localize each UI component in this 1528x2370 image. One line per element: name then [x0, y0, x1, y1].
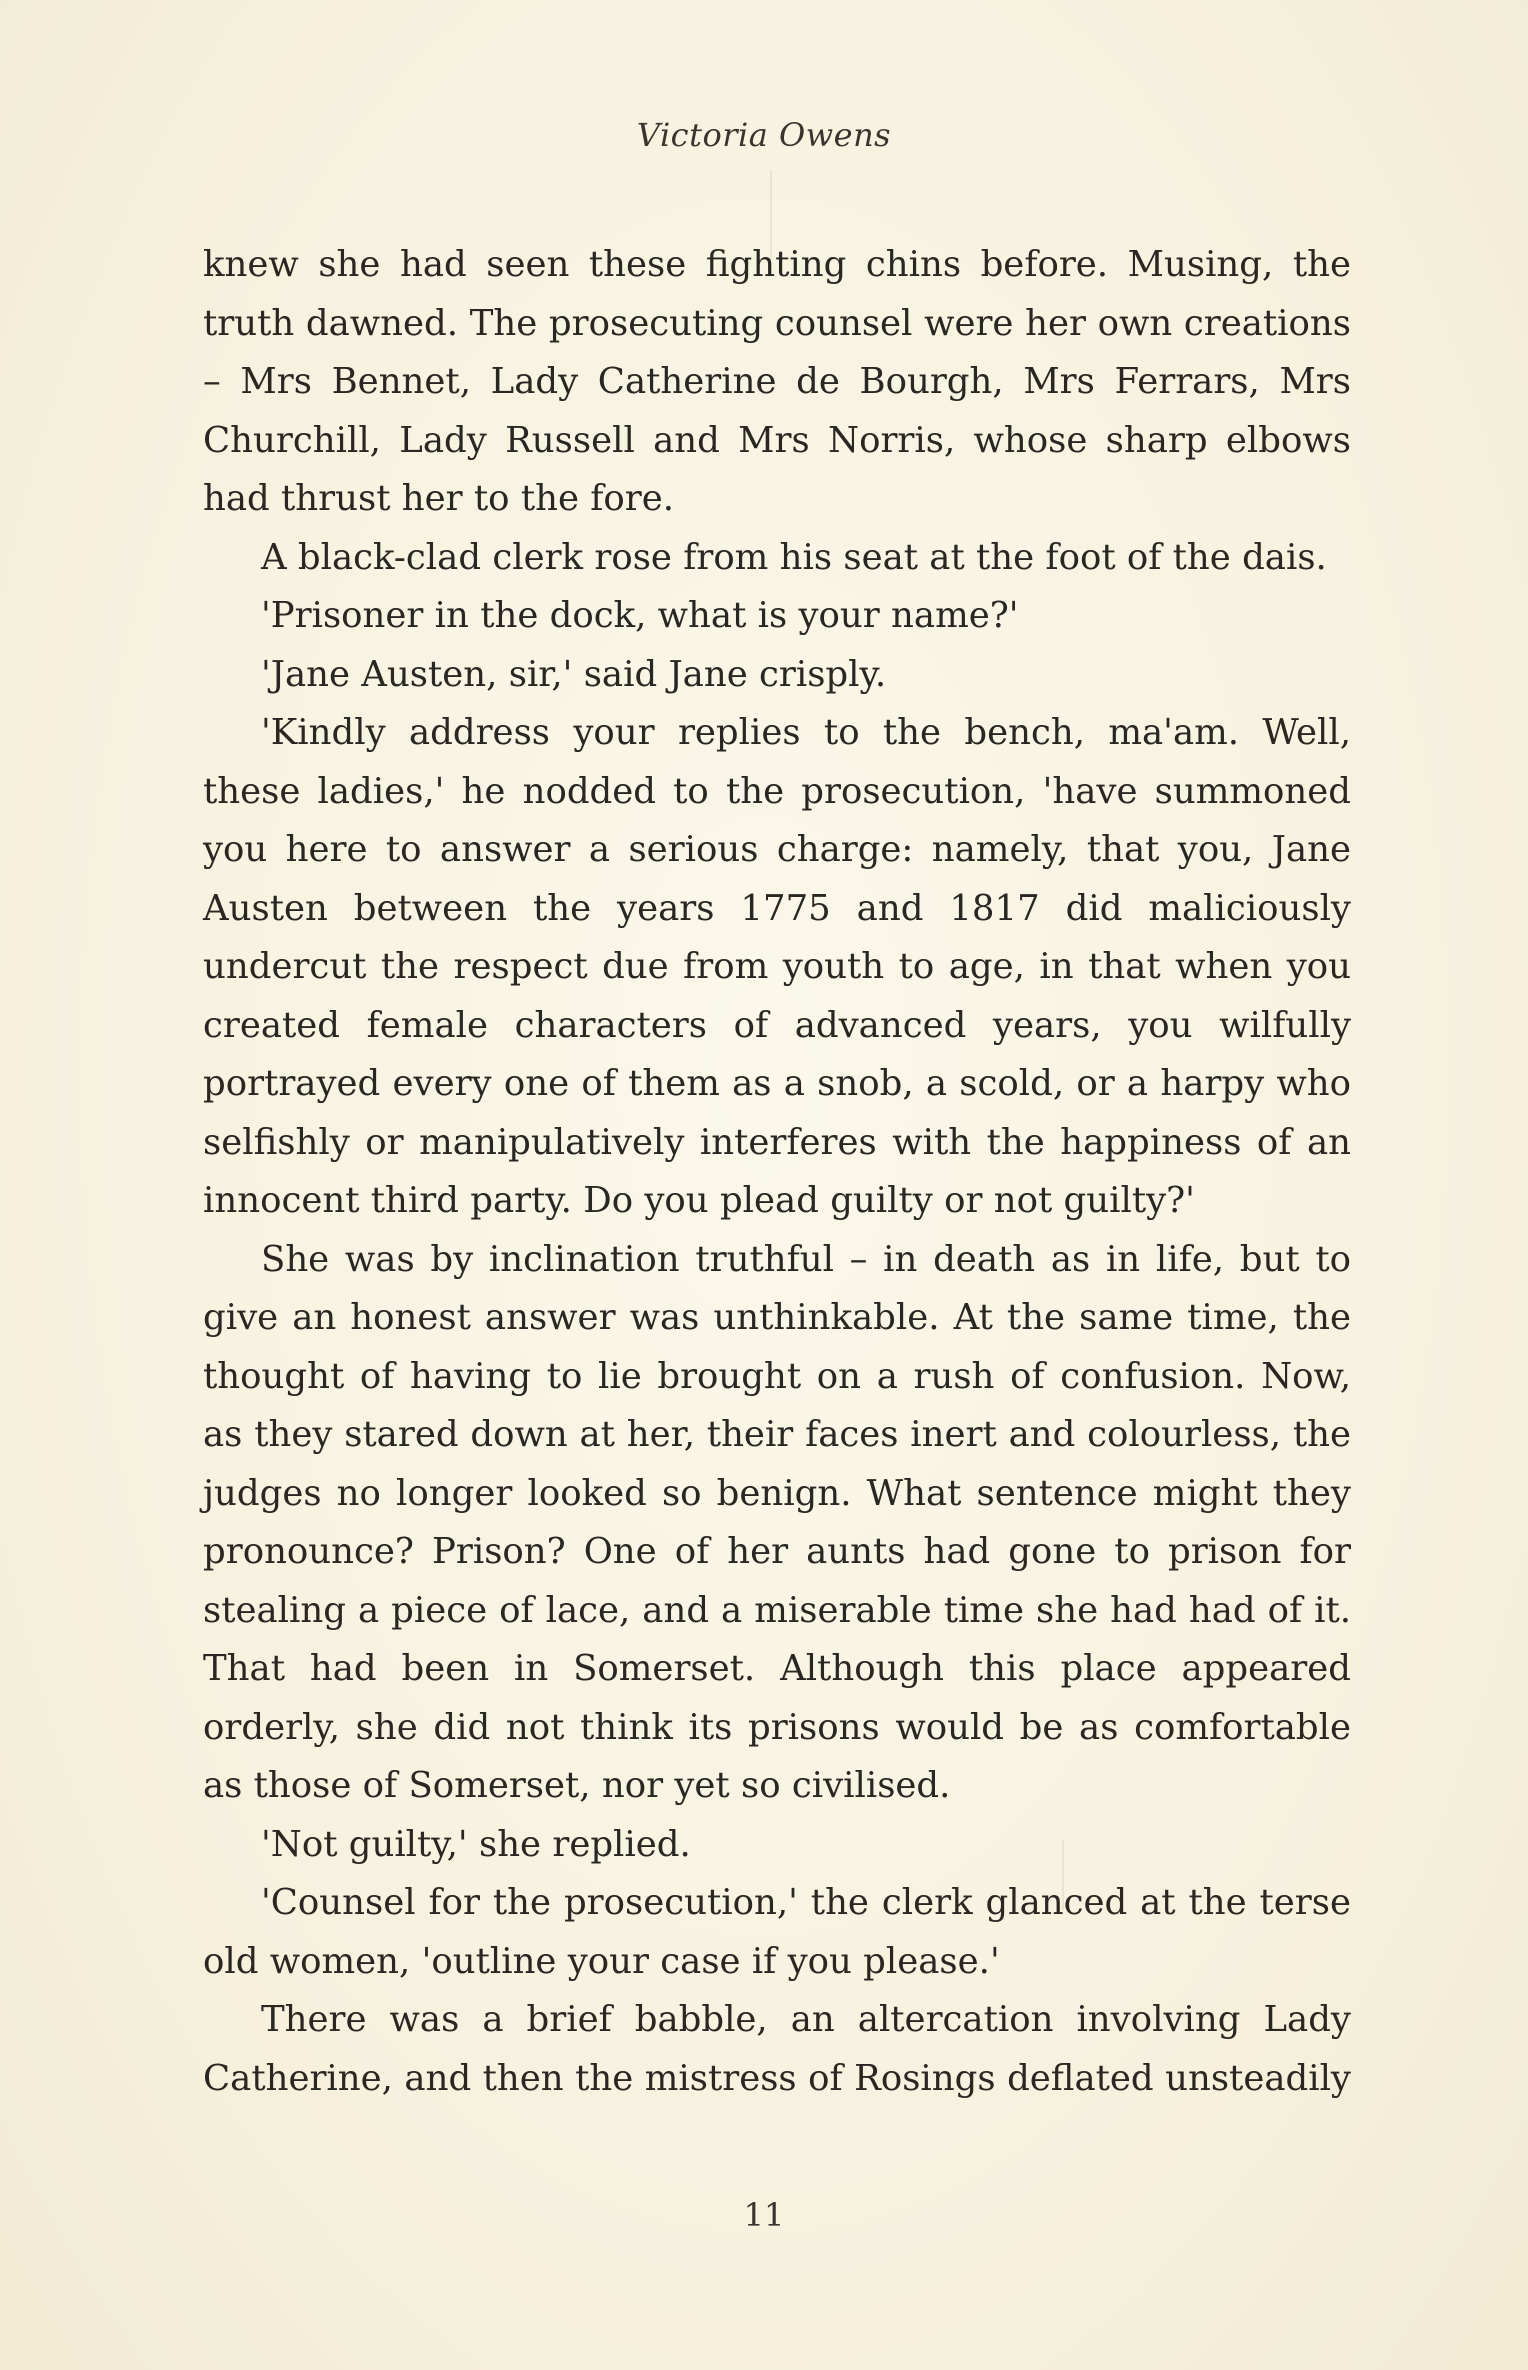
paragraph: 'Prisoner in the dock, what is your name?': [261, 595, 1019, 636]
page-number: 11: [743, 2196, 785, 2234]
paragraph: 'Counsel for the prosecution,' the clerk glanced at the terse old women, 'outline your case if you please.': [203, 1882, 1351, 1982]
paragraph: She was by inclination truthful – in death as in life, but to give an honest answer was unthinkable. At the same time, the thought of having to lie brought on a rush of confusion. Now, as they stared down at her, their faces inert and colourless, the judges no longer looked so benign. What sentence might they pronounce? Prison? One of her aunts had gone to prison for stealing a piece of lace, and a miserable time she had had of it. That had been in Somerset. Although this place appeared orderly, she did not think its prisons would be as comfortable as those of Somerset, nor yet so civilised.: [203, 1238, 1351, 1806]
paragraph: 'Kindly address your replies to the bench, ma'am. Well, these ladies,' he nodded to the prosecution, 'have summoned you here to answer a serious charge: namely, that you, Jane Austen between the years 1775 and 1817 did maliciously undercut the respect due from youth to age, in that when you created female characters of advanced years, you wilfully portrayed every one of them as a snob, a scold, or a harpy who selfishly or manipulatively interferes with the happiness of an innocent third party. Do you plead guilty or not guilty?': [203, 712, 1351, 1221]
paragraph: 'Jane Austen, sir,' said Jane crisply.: [261, 653, 887, 695]
body-text: [203, 236, 1351, 2108]
running-head-author: Victoria Owens: [636, 116, 892, 154]
paragraph: There was a brief babble, an altercation involving Lady Catherine, and then the mistress of Rosings deflated unsteadily: [203, 1999, 1351, 2099]
paragraph: A black-clad clerk rose from his seat at the foot of the dais.: [261, 536, 1327, 578]
paragraph: 'Not guilty,' she replied.: [261, 1823, 691, 1865]
paragraph: knew she had seen these fighting chins before. Musing, the truth dawned. The prosecuting counsel were her own creations – Mrs Bennet, Lady Catherine de Bourgh, Mrs Ferrars, Mrs Churchill, Lady Russell and Mrs Norris, whose sharp elbows had thrust her to the fore.: [203, 244, 1351, 519]
